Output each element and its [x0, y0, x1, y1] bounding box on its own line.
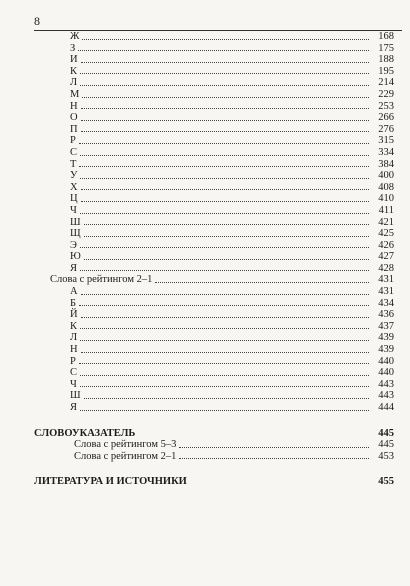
toc-entry-page: 444 [378, 402, 394, 413]
toc-entry-page: 443 [378, 378, 394, 390]
toc-entry-label: Щ [70, 228, 81, 240]
toc-entry[interactable] [34, 367, 394, 379]
toc-entry-label: Н [70, 100, 78, 112]
toc-entry-label: Ю [70, 251, 81, 263]
leader-dots [80, 386, 369, 387]
toc-entry[interactable] [34, 89, 394, 101]
leader-dots [79, 143, 369, 144]
toc-entry-label: Л [70, 332, 78, 344]
toc-entry-label: У [70, 170, 78, 182]
leader-dots [80, 247, 369, 248]
toc-entry-label: Слова с рейтингом 5–3 [74, 439, 177, 451]
toc-entry-label: Ц [70, 193, 78, 205]
toc-entry[interactable] [34, 77, 394, 89]
toc-entry-page: 453 [378, 450, 394, 462]
toc-entry[interactable] [34, 451, 394, 463]
toc-entry-page: 445 [378, 439, 394, 451]
leader-dots [84, 259, 369, 260]
leader-dots [81, 352, 369, 353]
toc-entry-label: ЛИТЕРАТУРА И ИСТОЧНИКИ [34, 476, 187, 488]
toc-entry-page: 431 [378, 286, 394, 298]
leader-dots [81, 294, 369, 295]
leader-dots [80, 213, 369, 214]
toc-entry-page: 428 [378, 262, 394, 274]
toc-entry-label: А [70, 286, 78, 298]
leader-dots [80, 73, 369, 74]
toc-entry[interactable] [34, 251, 394, 263]
leader-dots [80, 85, 369, 86]
toc-entry-page: 425 [378, 228, 394, 240]
toc-entry-page: 195 [378, 65, 394, 77]
toc-entry[interactable] [34, 263, 394, 275]
toc-entry[interactable] [34, 240, 394, 252]
letters-list [34, 31, 394, 274]
toc-entry[interactable] [34, 66, 394, 78]
table-of-contents [34, 31, 394, 488]
toc-entry-label: Я [70, 262, 78, 274]
toc-entry-label: Н [70, 344, 78, 356]
toc-entry[interactable] [34, 402, 394, 414]
toc-entry-page: 276 [378, 123, 394, 135]
toc-entry-page: 436 [378, 309, 394, 321]
leader-dots [80, 155, 369, 156]
leader-dots [79, 363, 369, 364]
toc-entry-page: 334 [378, 146, 394, 158]
toc-entry-label: М [70, 88, 80, 100]
toc-entry-page: 427 [378, 251, 394, 263]
toc-entry-page: 266 [378, 112, 394, 124]
toc-entry-label: Ч [70, 204, 77, 216]
toc-entry[interactable] [34, 344, 394, 356]
toc-entry-label: Р [70, 135, 76, 147]
leader-dots [78, 50, 369, 51]
toc-entry[interactable] [34, 193, 394, 205]
toc-entry-page: 455 [378, 476, 394, 488]
page-number: 8 [34, 14, 40, 28]
toc-entry-page: 421 [378, 216, 394, 228]
toc-entry[interactable] [34, 286, 394, 298]
toc-entry[interactable] [34, 205, 394, 217]
toc-entry-label: Й [70, 309, 78, 321]
leader-dots [80, 340, 369, 341]
leader-dots [81, 189, 369, 190]
leader-dots [81, 317, 369, 318]
toc-entry[interactable] [34, 439, 394, 451]
toc-entry-page: 214 [378, 77, 394, 89]
toc-entry-label: Э [70, 239, 77, 251]
toc-entry-page: 434 [378, 297, 394, 309]
leader-dots [84, 398, 369, 399]
leader-dots [79, 166, 369, 167]
toc-entry-page: 426 [378, 239, 394, 251]
toc-entry[interactable] [34, 135, 394, 147]
toc-entry-label: СЛОВОУКАЗАТЕЛЬ [34, 427, 136, 439]
leader-dots [80, 410, 369, 411]
toc-entry-page: 440 [378, 367, 394, 379]
toc-entry-label: К [70, 320, 78, 332]
toc-entry[interactable] [34, 124, 394, 136]
toc-entry[interactable] [34, 217, 394, 229]
toc-entry-page: 437 [378, 320, 394, 332]
leader-dots [84, 224, 369, 225]
toc-entry[interactable] [34, 379, 394, 391]
leader-dots [84, 236, 369, 237]
toc-entry-page: 439 [378, 332, 394, 344]
toc-entry[interactable] [34, 228, 394, 240]
toc-entry-page: 445 [378, 427, 394, 439]
toc-entry[interactable] [34, 101, 394, 113]
toc-entry-label: Ч [70, 378, 77, 390]
toc-section-2-1[interactable] [34, 274, 394, 286]
toc-entry[interactable] [34, 147, 394, 159]
toc-literatura[interactable] [34, 476, 394, 488]
leader-dots [179, 447, 369, 448]
leader-dots [82, 97, 369, 98]
leader-dots [82, 39, 369, 40]
leader-dots [80, 270, 369, 271]
toc-entry-label: Х [70, 181, 78, 193]
toc-entry-label: С [70, 146, 78, 158]
toc-entry[interactable] [34, 159, 394, 171]
leader-dots [81, 108, 369, 109]
toc-entry-page: 408 [378, 181, 394, 193]
toc-entry-label: Ш [70, 390, 81, 402]
leader-dots [80, 328, 369, 329]
toc-entry-page: 315 [378, 135, 394, 147]
toc-entry[interactable] [34, 182, 394, 194]
toc-entry-page: 253 [378, 100, 394, 112]
toc-entry-page: 439 [378, 344, 394, 356]
toc-entry[interactable] [34, 390, 394, 402]
toc-entry-label: Я [70, 402, 78, 413]
toc-entry-page: 410 [378, 193, 394, 205]
toc-entry-label: Л [70, 77, 78, 89]
toc-entry[interactable] [34, 298, 394, 310]
slovoukazatel-subs [34, 439, 394, 462]
toc-entry-page: 440 [378, 355, 394, 367]
toc-entry-label: Р [70, 355, 76, 367]
toc-entry-page: 175 [378, 42, 394, 54]
leader-dots [81, 62, 369, 63]
letters-2-1-list [34, 286, 394, 414]
toc-entry-page: 229 [378, 88, 394, 100]
leader-dots [80, 178, 369, 179]
toc-slovoukazatel[interactable] [34, 428, 394, 440]
toc-entry[interactable] [34, 43, 394, 55]
leader-dots [81, 120, 369, 121]
leader-dots [179, 458, 369, 459]
toc-entry-label: З [70, 42, 76, 54]
toc-entry[interactable] [34, 31, 394, 43]
toc-entry-page: 443 [378, 390, 394, 402]
toc-entry-label: К [70, 65, 78, 77]
toc-entry-page: 400 [378, 170, 394, 182]
toc-entry-page: 384 [378, 158, 394, 170]
leader-dots [81, 201, 369, 202]
toc-entry[interactable] [34, 332, 394, 344]
toc-entry[interactable] [34, 54, 394, 66]
toc-entry-page: 431 [378, 274, 394, 286]
toc-entry[interactable] [34, 170, 394, 182]
leader-dots [79, 305, 369, 306]
toc-entry-label: И [70, 54, 78, 66]
leader-dots [155, 282, 369, 283]
leader-dots [80, 375, 369, 376]
leader-dots [81, 131, 369, 132]
toc-entry-label: Слова с рейтингом 2–1 [74, 450, 177, 462]
toc-entry[interactable] [34, 321, 394, 333]
toc-entry-label: Ж [70, 31, 80, 42]
toc-entry-page: 411 [378, 204, 394, 216]
toc-entry-label: Б [70, 297, 77, 309]
toc-entry-label: Т [70, 158, 77, 170]
toc-entry[interactable] [34, 112, 394, 124]
toc-entry[interactable] [34, 309, 394, 321]
toc-entry-label: С [70, 367, 78, 379]
toc-entry[interactable] [34, 356, 394, 368]
toc-entry-page: 168 [378, 31, 394, 42]
toc-entry-page: 188 [378, 54, 394, 66]
toc-entry-label: П [70, 123, 78, 135]
toc-entry-label: О [70, 112, 78, 124]
toc-entry-label: Слова с рейтингом 2–1 [50, 274, 153, 286]
toc-entry-label: Ш [70, 216, 81, 228]
